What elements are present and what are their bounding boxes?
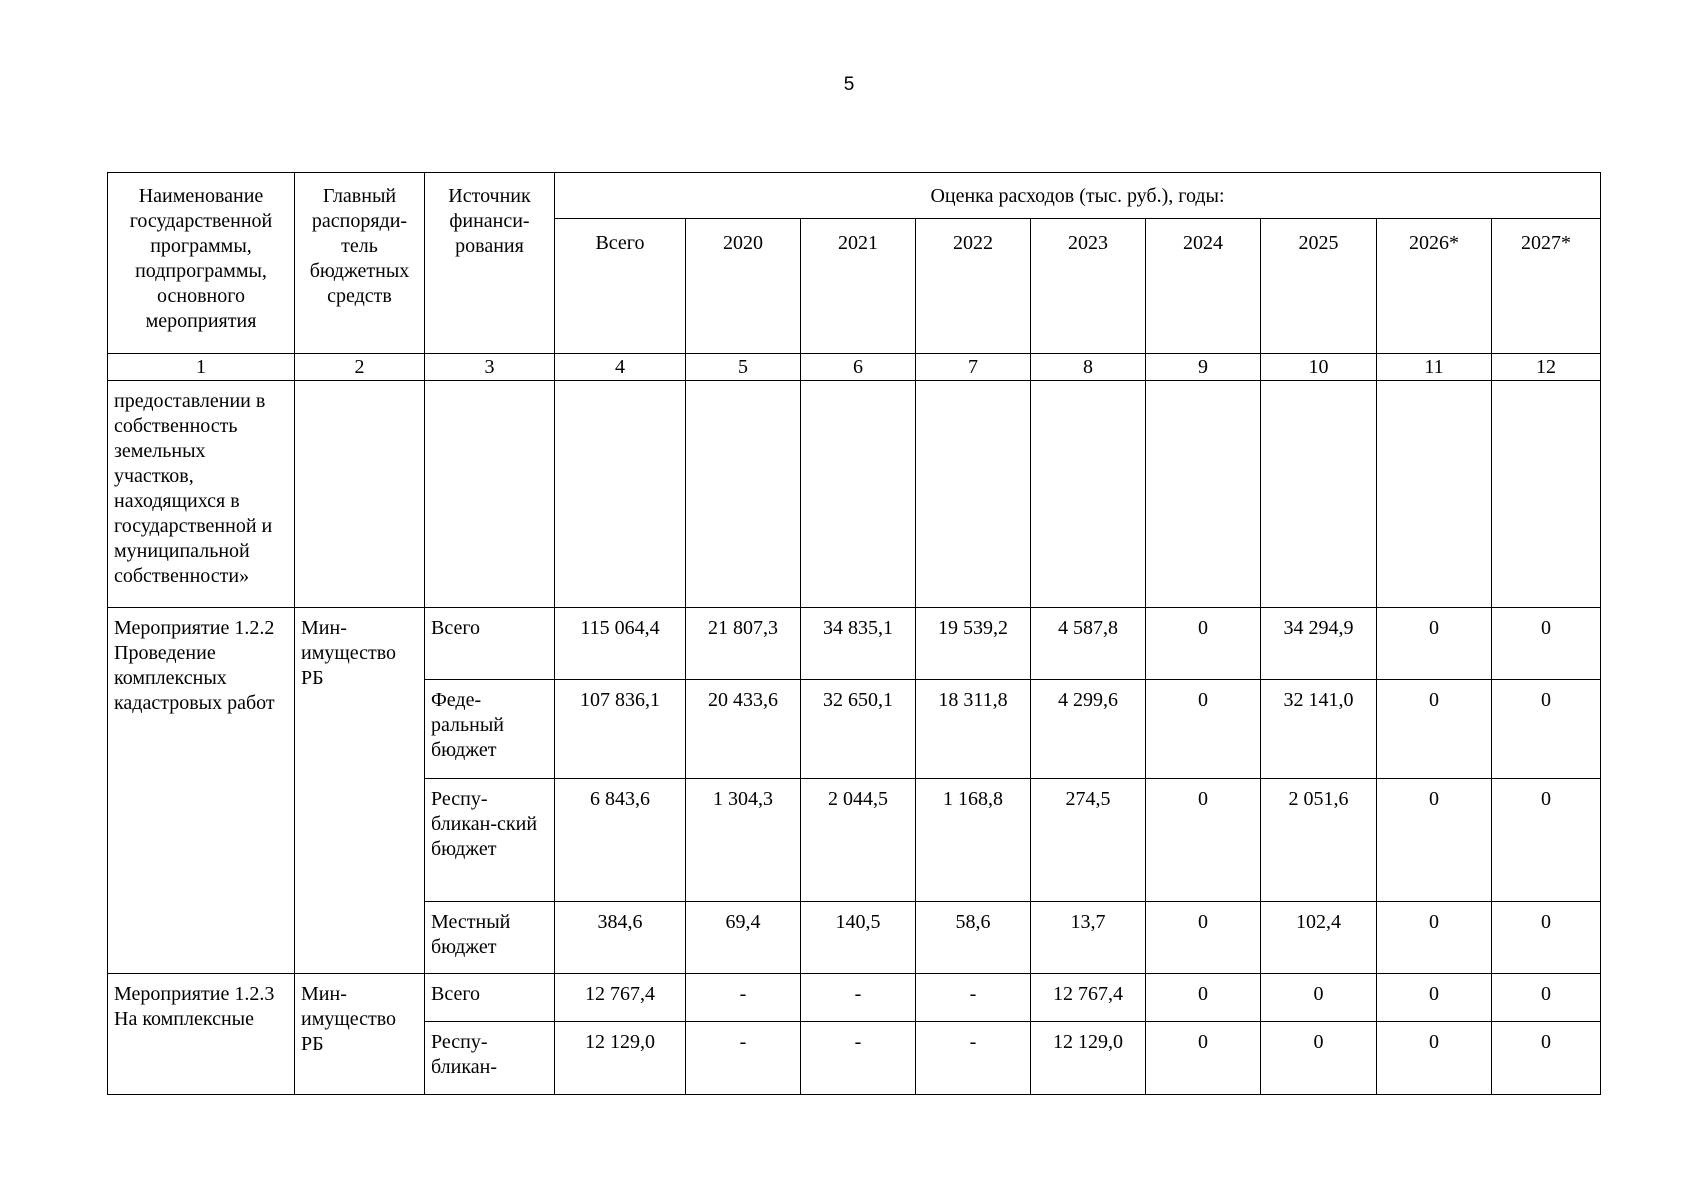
header-year-2024: 2024 xyxy=(1146,219,1261,354)
value-cell: 0 xyxy=(1146,974,1261,1022)
value-cell: 102,4 xyxy=(1261,902,1377,974)
column-number: 4 xyxy=(555,354,686,381)
value-cell: 0 xyxy=(1377,608,1492,680)
measure-2-manager: Мин-имущество РБ xyxy=(295,974,425,1095)
empty-cell xyxy=(801,381,916,608)
value-cell: 0 xyxy=(1146,779,1261,902)
column-number: 2 xyxy=(295,354,425,381)
value-cell: 274,5 xyxy=(1031,779,1146,902)
value-cell: 19 539,2 xyxy=(916,608,1031,680)
value-cell: 69,4 xyxy=(686,902,801,974)
header-year-2022: 2022 xyxy=(916,219,1031,354)
value-cell: 0 xyxy=(1146,902,1261,974)
measure-2-row-total xyxy=(108,974,1601,1022)
value-cell: - xyxy=(916,974,1031,1022)
empty-cell xyxy=(1031,381,1146,608)
value-cell: 0 xyxy=(1377,779,1492,902)
measure-1-name: Мероприятие 1.2.2 Проведение комплексных кадастровых работ xyxy=(108,608,295,974)
column-number: 3 xyxy=(425,354,555,381)
empty-cell xyxy=(686,381,801,608)
value-cell: 20 433,6 xyxy=(686,680,801,779)
measure-1-row-total xyxy=(108,608,1601,680)
budget-table xyxy=(107,172,1601,1095)
value-cell: 0 xyxy=(1377,974,1492,1022)
value-cell: 34 294,9 xyxy=(1261,608,1377,680)
value-cell: - xyxy=(916,1022,1031,1095)
header-costs-text: Оценка расходов (тыс. руб.), годы: xyxy=(930,185,1225,207)
page-number: 5 xyxy=(843,74,855,95)
value-cell: 12 129,0 xyxy=(1031,1022,1146,1095)
source-cell: Всего xyxy=(425,974,555,1022)
column-number: 12 xyxy=(1492,354,1601,381)
column-number: 9 xyxy=(1146,354,1261,381)
header-year-2023: 2023 xyxy=(1031,219,1146,354)
value-cell: 0 xyxy=(1492,1022,1601,1095)
empty-cell xyxy=(1492,381,1601,608)
value-cell: 32 141,0 xyxy=(1261,680,1377,779)
column-number: 5 xyxy=(686,354,801,381)
value-cell: 6 843,6 xyxy=(555,779,686,902)
value-cell: 13,7 xyxy=(1031,902,1146,974)
value-cell: 0 xyxy=(1261,1022,1377,1095)
value-cell: 32 650,1 xyxy=(801,680,916,779)
value-cell: 0 xyxy=(1492,608,1601,680)
header-name xyxy=(108,173,295,354)
value-cell: 12 129,0 xyxy=(555,1022,686,1095)
value-cell: 0 xyxy=(1492,680,1601,779)
column-number: 10 xyxy=(1261,354,1377,381)
source-cell: Респу-бликан- xyxy=(425,1022,555,1095)
value-cell: 12 767,4 xyxy=(1031,974,1146,1022)
value-cell: - xyxy=(801,1022,916,1095)
value-cell: 0 xyxy=(1377,680,1492,779)
empty-cell xyxy=(555,381,686,608)
continuation-text: предоставлении в собственность земельных участков, находящихся в государственной и муниципальной собственности» xyxy=(108,381,295,608)
column-number: 7 xyxy=(916,354,1031,381)
header-costs xyxy=(555,173,1601,219)
empty-cell xyxy=(295,381,425,608)
source-cell: Феде-ральный бюджет xyxy=(425,680,555,779)
header-year-2021: 2021 xyxy=(801,219,916,354)
value-cell: 12 767,4 xyxy=(555,974,686,1022)
column-number: 6 xyxy=(801,354,916,381)
empty-cell xyxy=(425,381,555,608)
value-cell: 0 xyxy=(1146,1022,1261,1095)
empty-cell xyxy=(1377,381,1492,608)
header-source xyxy=(425,173,555,354)
value-cell: 0 xyxy=(1492,902,1601,974)
value-cell: 0 xyxy=(1146,608,1261,680)
header-year-2026: 2026* xyxy=(1377,219,1492,354)
value-cell: 58,6 xyxy=(916,902,1031,974)
value-cell: 2 051,6 xyxy=(1261,779,1377,902)
value-cell: 0 xyxy=(1377,1022,1492,1095)
header-manager xyxy=(295,173,425,354)
measure-2-name: Мероприятие 1.2.3 На комплексные xyxy=(108,974,295,1095)
column-numbers-row xyxy=(108,354,1601,381)
header-manager-text: Главный распоряди-тель бюджетных средств xyxy=(309,185,410,307)
value-cell: 18 311,8 xyxy=(916,680,1031,779)
header-total: Всего xyxy=(555,219,686,354)
header-name-text: Наименование государственной программы, подпрограммы, основного мероприятия xyxy=(129,185,273,332)
header-year-2025: 2025 xyxy=(1261,219,1377,354)
source-cell: Местный бюджет xyxy=(425,902,555,974)
value-cell: 4 587,8 xyxy=(1031,608,1146,680)
value-cell: 0 xyxy=(1492,779,1601,902)
value-cell: 21 807,3 xyxy=(686,608,801,680)
value-cell: 1 168,8 xyxy=(916,779,1031,902)
empty-cell xyxy=(916,381,1031,608)
value-cell: 1 304,3 xyxy=(686,779,801,902)
value-cell: 0 xyxy=(1261,974,1377,1022)
value-cell: 4 299,6 xyxy=(1031,680,1146,779)
header-year-2020: 2020 xyxy=(686,219,801,354)
value-cell: 107 836,1 xyxy=(555,680,686,779)
value-cell: 384,6 xyxy=(555,902,686,974)
value-cell: 140,5 xyxy=(801,902,916,974)
value-cell: 115 064,4 xyxy=(555,608,686,680)
value-cell: 0 xyxy=(1377,902,1492,974)
empty-cell xyxy=(1146,381,1261,608)
column-number: 8 xyxy=(1031,354,1146,381)
source-cell: Всего xyxy=(425,608,555,680)
column-number: 1 xyxy=(108,354,295,381)
header-year-2027: 2027* xyxy=(1492,219,1601,354)
value-cell: 0 xyxy=(1492,974,1601,1022)
value-cell: - xyxy=(686,1022,801,1095)
header-row xyxy=(108,173,1601,219)
value-cell: 2 044,5 xyxy=(801,779,916,902)
value-cell: - xyxy=(801,974,916,1022)
value-cell: - xyxy=(686,974,801,1022)
measure-1-manager: Мин-имущество РБ xyxy=(295,608,425,974)
source-cell: Респу-бликан-ский бюджет xyxy=(425,779,555,902)
value-cell: 34 835,1 xyxy=(801,608,916,680)
empty-cell xyxy=(1261,381,1377,608)
value-cell: 0 xyxy=(1146,680,1261,779)
column-number: 11 xyxy=(1377,354,1492,381)
continuation-row xyxy=(108,381,1601,608)
header-source-text: Источник финанси-рования xyxy=(448,185,531,257)
